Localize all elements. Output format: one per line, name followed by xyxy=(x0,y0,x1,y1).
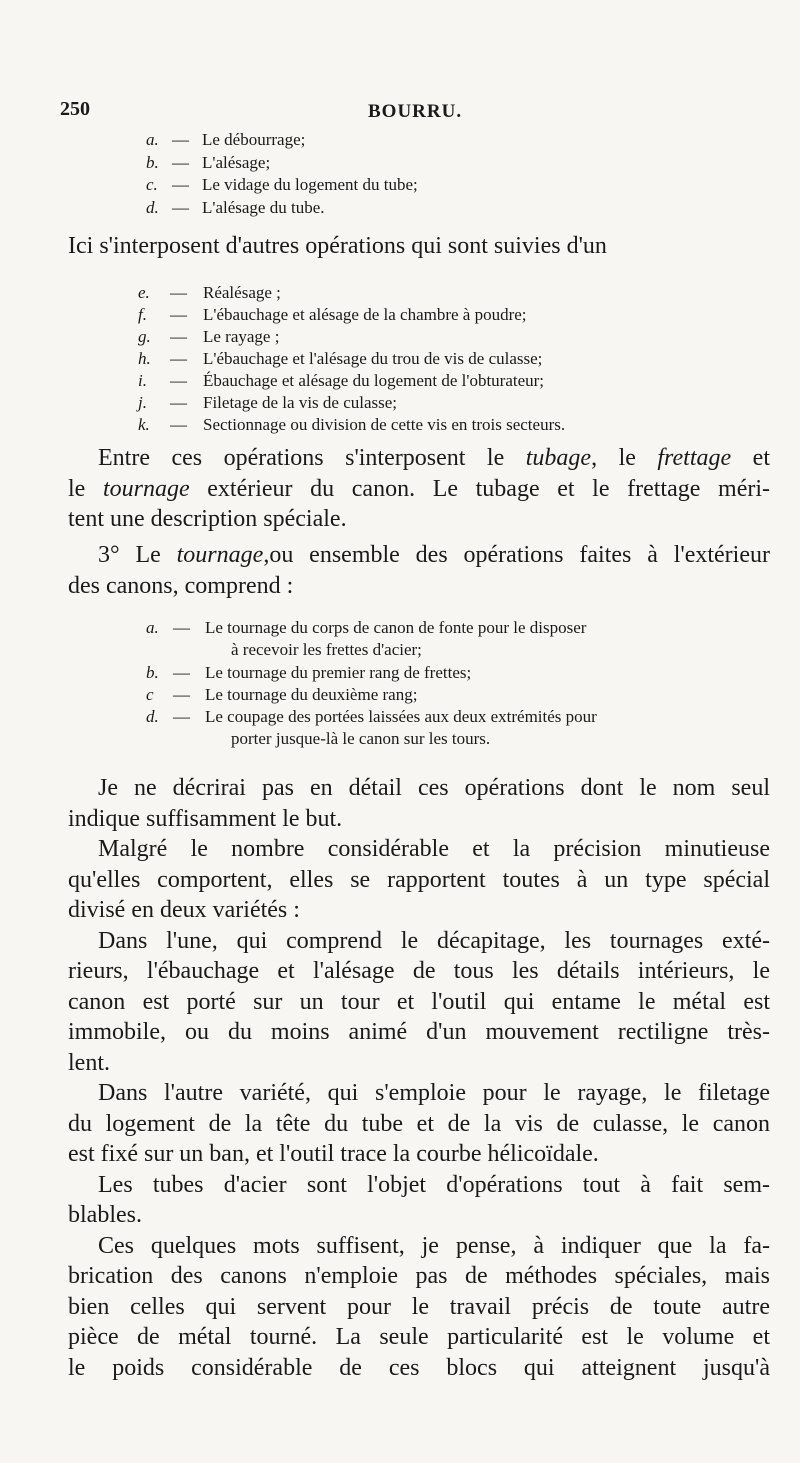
list-item: b. — Le tournage du premier rang de frettes; xyxy=(146,663,472,682)
list-item: a. — Le tournage du corps de canon de fonte pour le disposer à recevoir les frettes d'acier; xyxy=(146,618,587,659)
paragraph-tubage-frettage: Entre ces opérations s'interposent le tubage, le frettage et le tournage extérieur du canon. Le tubage et le frettage méri- tent une description spéciale. xyxy=(68,445,770,532)
body-text: Je ne décrirai pas en détail ces opérations dont le nom seul indique suffisamment le but. Malgré le nombre considérable et la précision minutieuse qu'elles comportent, elles se rapportent toutes à un type spécial divisé en deux variétés : Dans l'une, qui comprend le décapitage, les tournages exté- rieurs, l'ébauchage et l'alésage de tous les détails intérieurs, le canon est porté sur un tour et l'outil qui entame le métal est immobile, ou du moins animé d'un mouvement rectiligne très- lent. Dans l'autre variété, qui s'emploie pour le rayage, le filetage du logement de la tête du tube et de la vis de culasse, le canon est fixé sur un ban, et l'outil trace la courbe hélicoïdale. Les tubes d'acier sont l'objet d'opérations tout à fait sem- blables. Ces quelques mots suffisent, je pense, à indiquer que la fa- brication des canons n'emploie pas de méthodes spéciales, mais bien celles qui servent pour le travail précis de toute autre pièce de métal tourné. La seule particularité est le volume et le poids considérable de ces blocs qui atteignent jusqu'à xyxy=(68,775,770,1381)
list-item: a. — Le débourrage; xyxy=(146,130,306,149)
list-item: d. — L'alésage du tube. xyxy=(146,197,325,217)
running-title: BOURRU. xyxy=(368,101,463,122)
list-item: h. — L'ébauchage et l'alésage du trou de vis de culasse; xyxy=(138,349,543,368)
list-item: g. — Le rayage ; xyxy=(138,327,280,346)
list-item: i. — Ébauchage et alésage du logement de l'obturateur; xyxy=(138,371,545,390)
list-item: k. — Sectionnage ou division de cette vis en trois secteurs. xyxy=(138,415,566,434)
paragraph-tournage: 3° Le tournage,ou ensemble des opérations faites à l'extérieur des canons, comprend : xyxy=(68,542,770,599)
page-number: 250 xyxy=(60,98,90,120)
tournage-list xyxy=(0,618,800,752)
operations-list-2 xyxy=(0,283,800,437)
list-item: j. — Filetage de la vis de culasse; xyxy=(138,393,398,412)
paragraph-interposition: Ici s'interposent d'autres opérations qui sont suivies d'un xyxy=(68,233,607,259)
list-item: b. — L'alésage; xyxy=(146,152,271,172)
list-item: d. — Le coupage des portées laissées aux deux extrémités pour porter jusque-là le canon sur les tours. xyxy=(146,707,597,748)
operations-list-1 xyxy=(0,130,800,220)
list-item: f. — L'ébauchage et alésage de la chambre à poudre; xyxy=(138,305,527,324)
list-item: c — Le tournage du deuxième rang; xyxy=(146,685,418,704)
list-item: e. — Réalésage ; xyxy=(138,283,281,302)
list-item: c. — Le vidage du logement du tube; xyxy=(146,175,418,194)
